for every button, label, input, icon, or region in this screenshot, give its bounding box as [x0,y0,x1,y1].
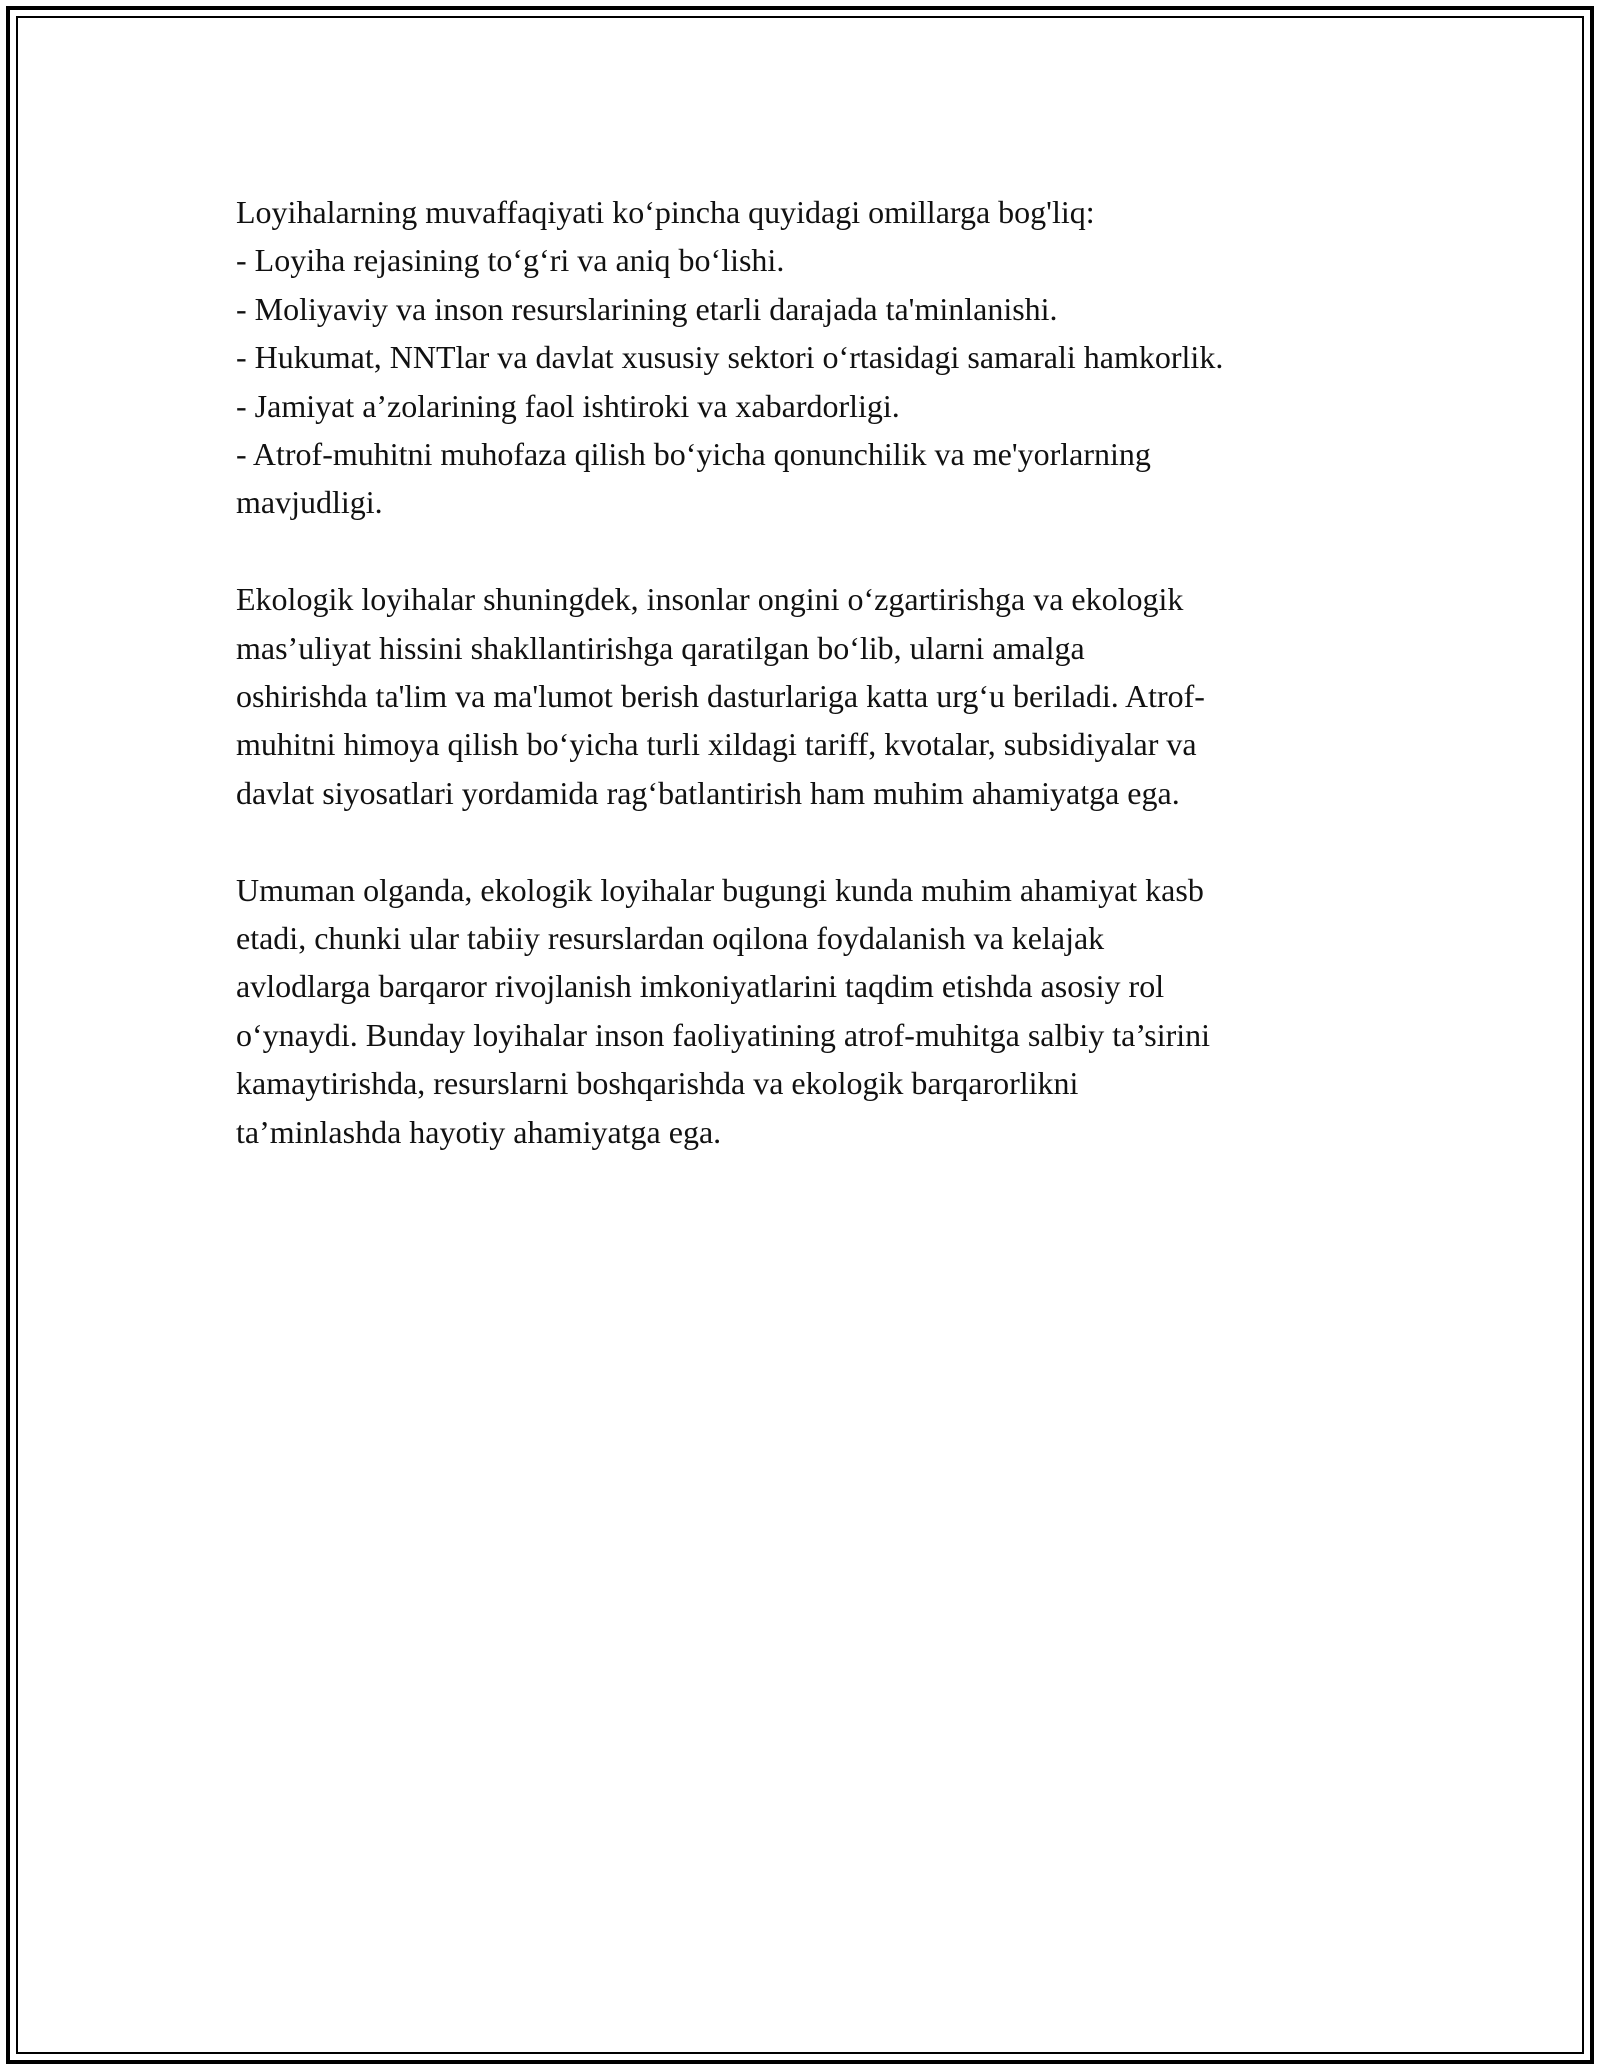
list-item: - Moliyaviy va inson resurslarining etarli darajada ta'minlanishi. [236,290,1058,327]
list-item: - Atrof-muhitni muhofaza qilish bo‘yicha qonunchilik va me'yorlarning [236,436,1151,473]
text-line: muhitni himoya qilish bo‘yicha turli xildagi tariff, kvotalar, subsidiyalar va [236,726,1197,763]
text-line: ta’minlashda hayotiy ahamiyatga ega. [236,1113,722,1150]
list-item: - Hukumat, NNTlar va davlat xususiy sektori o‘rtasidagi samarali hamkorlik. [236,339,1224,376]
text-line: avlodlarga barqaror rivojlanish imkoniyatlarini taqdim etishda asosiy rol [236,968,1165,1005]
list-item: - Loyiha rejasining to‘g‘ri va aniq bo‘lishi. [236,242,785,279]
paragraph-success-factors [236,188,1386,527]
text-line: Loyihalarning muvaffaqiyati ko‘pincha quyidagi omillarga bog'liq: [236,194,1095,230]
text-line: Ekologik loyihalar shuningdek, insonlar ongini o‘zgartirishga va ekologik [236,581,1184,618]
text-line: davlat siyosatlari yordamida rag‘batlantirish ham muhim ahamiyatga ega. [236,774,1180,811]
text-line: kamaytirishda, resurslarni boshqarishda va ekologik barqarorlikni [236,1065,1079,1102]
paragraph-ecological-awareness [236,575,1386,817]
text-line: Umuman olganda, ekologik loyihalar bugungi kunda muhim ahamiyat kasb [236,871,1204,908]
text-line: etadi, chunki ular tabiiy resurslardan oqilona foydalanish va kelajak [236,920,1105,957]
paragraph-conclusion [236,866,1386,1156]
text-line: o‘ynaydi. Bunday loyihalar inson faoliyatining atrof-muhitga salbiy ta’sirini [236,1016,1211,1053]
text-line: oshirishda ta'lim va ma'lumot berish dasturlariga katta urg‘u beriladi. Atrof- [236,678,1205,715]
text-line: mavjudligi. [236,484,383,521]
document-body [236,188,1386,1156]
text-line: mas’uliyat hissini shakllantirishga qaratilgan bo‘lib, ularni amalga [236,629,1085,666]
list-item: - Jamiyat a’zolarining faol ishtiroki va xabardorligi. [236,387,900,424]
